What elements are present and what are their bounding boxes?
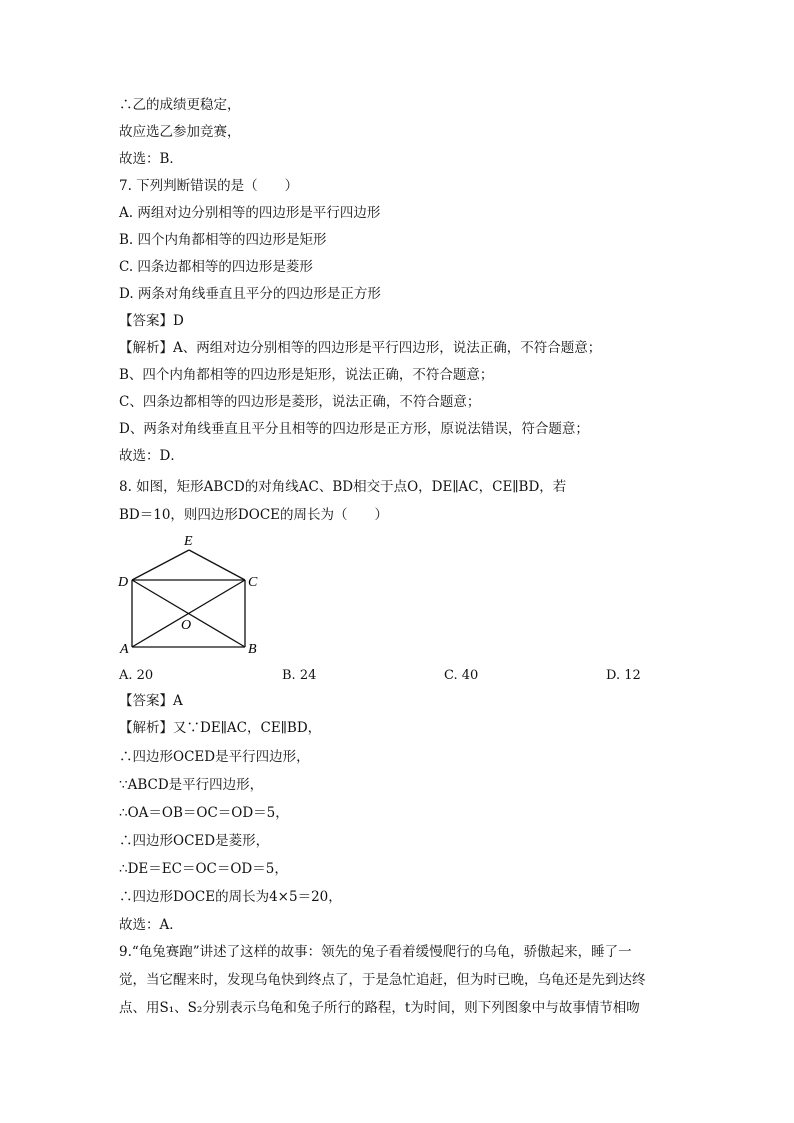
analysis-line: B、四个内角都相等的四边形是矩形，说法正确，不符合题意； bbox=[119, 367, 494, 383]
analysis-line: ∴DE＝EC＝OC＝OD＝5， bbox=[119, 861, 288, 877]
question-7-option-d: D. 两条对角线垂直且平分的四边形是正方形 bbox=[119, 286, 381, 302]
analysis-line: ∴四边形OCED是菱形， bbox=[119, 833, 270, 849]
answer-label: 【答案】D bbox=[119, 313, 184, 329]
answer-label: 【答案】A bbox=[119, 693, 183, 709]
vertex-label-D: D bbox=[118, 575, 129, 590]
text-line: ∴乙的成绩更稳定， bbox=[119, 97, 241, 113]
analysis-line: ∵ABCD是平行四边形， bbox=[119, 777, 264, 793]
question-8-option-d: D. 12 bbox=[606, 668, 641, 683]
question-9-stem: 9.“龟兔赛跑”讲述了这样的故事：领先的兔子看着缓慢爬行的乌龟，骄傲起来，睡了一 bbox=[119, 944, 632, 960]
analysis-line: ∴四边形DOCE的周长为4×5＝20， bbox=[119, 889, 342, 905]
question-7-stem: 7. 下列判断错误的是（ ） bbox=[119, 178, 299, 194]
question-8-option-b: B. 24 bbox=[282, 668, 317, 683]
vertex-label-E: E bbox=[184, 534, 193, 549]
analysis-line: ∴OA＝OB＝OC＝OD＝5， bbox=[119, 805, 289, 821]
text-line: 故选：A． bbox=[119, 917, 183, 933]
question-9-stem-continued: 觉，当它醒来时，发现乌龟快到终点了，于是急忙追赶，但为时已晚，乌龟还是先到达终 bbox=[119, 972, 646, 988]
analysis-line: ∴四边形OCED是平行四边形， bbox=[119, 749, 310, 765]
question-8-stem-continued: BD＝10，则四边形DOCE的周长为（ ） bbox=[119, 507, 388, 523]
segment-DE bbox=[132, 550, 189, 580]
text-line: 故选：D． bbox=[119, 448, 184, 464]
text-line: 故选：B． bbox=[119, 151, 183, 167]
rectangle-diagram bbox=[112, 530, 272, 660]
vertex-label-O: O bbox=[181, 618, 192, 633]
question-9-stem-continued: 点、用S₁、S₂分别表示乌龟和兔子所行的路程，t为时间，则下列图象中与故事情节相吻 bbox=[119, 1000, 640, 1016]
question-8-stem: 8. 如图，矩形ABCD的对角线AC、BD相交于点O，DE∥AC，CE∥BD，若 bbox=[119, 479, 567, 495]
vertex-label-C: C bbox=[248, 575, 258, 590]
text-line: 故应选乙参加竞赛， bbox=[119, 124, 241, 140]
vertex-label-B: B bbox=[248, 642, 257, 657]
question-8-option-c: C. 40 bbox=[444, 668, 479, 683]
analysis-line: 【解析】又∵DE∥AC，CE∥BD， bbox=[119, 720, 322, 736]
vertex-label-A: A bbox=[120, 642, 129, 657]
question-7-option-b: B. 四个内角都相等的四边形是矩形 bbox=[119, 232, 327, 248]
question-7-option-a: A. 两组对边分别相等的四边形是平行四边形 bbox=[119, 205, 381, 221]
segment-EC bbox=[189, 550, 245, 580]
analysis-line: C、四条边都相等的四边形是菱形，说法正确，不符合题意； bbox=[119, 394, 481, 410]
question-7-option-c: C. 四条边都相等的四边形是菱形 bbox=[119, 259, 313, 275]
analysis-line: 【解析】A、两组对边分别相等的四边形是平行四边形，说法正确，不符合题意； bbox=[119, 340, 602, 356]
question-8-option-a: A. 20 bbox=[119, 668, 154, 683]
analysis-line: D、两条对角线垂直且平分且相等的四边形是正方形，原说法错误，符合题意； bbox=[119, 421, 589, 437]
